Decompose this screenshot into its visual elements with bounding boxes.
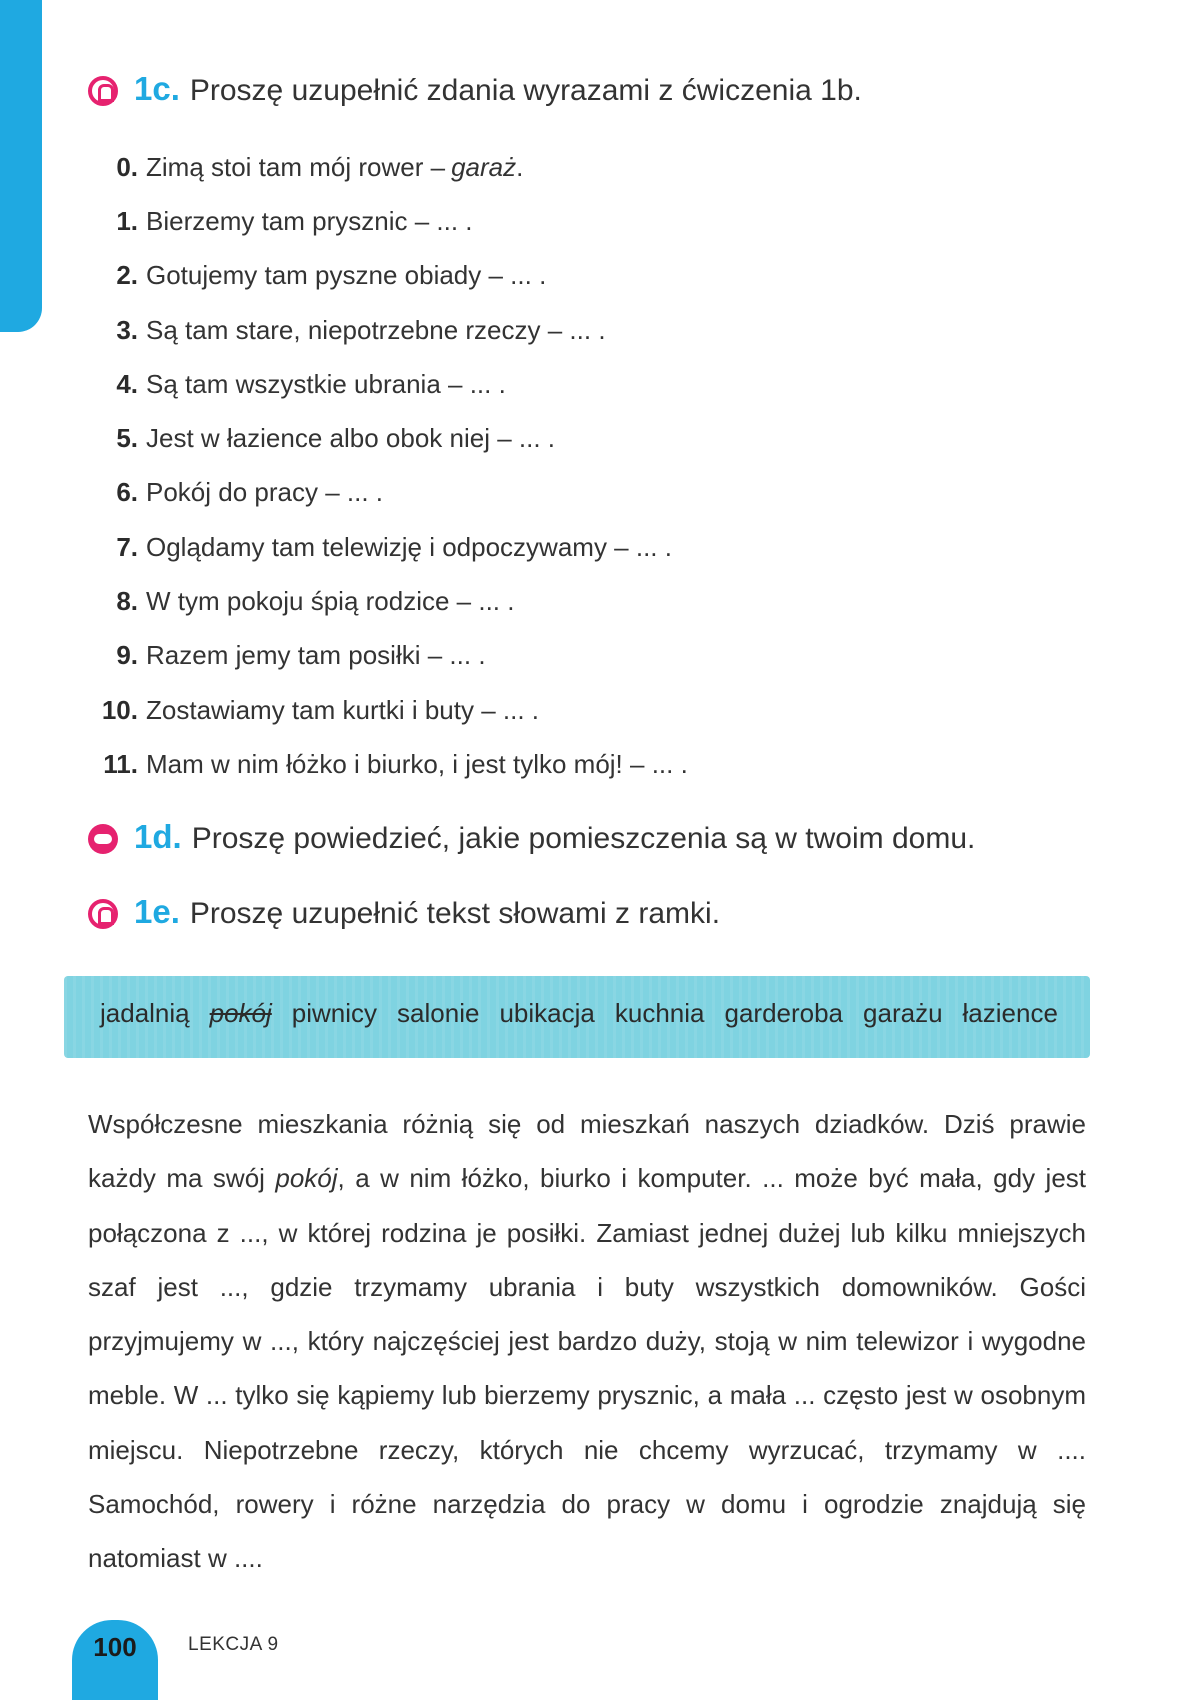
word-option: jadalnią <box>100 998 190 1028</box>
word-option: garderoba <box>724 998 844 1028</box>
sentence-item <box>90 520 990 574</box>
word-option: łazience <box>962 998 1058 1028</box>
sentence-number: 8. <box>116 586 138 617</box>
sentence-item <box>90 737 990 791</box>
sentence-item <box>90 629 990 683</box>
paragraph-text: , a w nim łóżko, biurko i komputer. ... może być mała, gdy jest połączona z ..., w której rodzina je posiłki. Zamiast jednej dużej lub kilku mniejszych szaf jest ..., gdzie trzymamy ubrania i buty wszystkich domowników. Gości przyjmujemy w ..., który najczęściej jest bardzo duży, stoją w nim telewizor i wygodne meble. W ... tylko się kąpiemy lub bierzemy prysznic, a mała ... często jest w osobnym miejscu. Niepotrzebne rzeczy, których nie chcemy wyrzucać, trzymamy w .... Samochód, rowery i różne narzędzia do pracy w domu i ogrodzie znajdują się natomiast w .... <box>88 1163 1086 1574</box>
sentence-item <box>90 249 990 303</box>
exercise-1c-heading <box>88 70 862 108</box>
sentence-number: 10. <box>101 694 138 725</box>
exercise-instruction: Proszę powiedzieć, jakie pomieszczenia są w twoim domu. <box>191 822 976 855</box>
sentence-text: Jest w łazience albo obok niej – ... . <box>146 423 556 454</box>
word-list <box>100 998 1090 1029</box>
sentence-text: Są tam wszystkie ubrania – ... . <box>146 368 506 399</box>
word-option: piwnicy <box>291 998 378 1028</box>
example-answer: garaż <box>451 151 517 182</box>
sentence-item <box>90 303 990 357</box>
sentence-number: 0. <box>116 151 138 182</box>
sentence-number: 3. <box>116 314 138 345</box>
sentence-text: Gotujemy tam pyszne obiady – ... . <box>146 260 547 291</box>
exercise-instruction: Proszę uzupełnić tekst słowami z ramki. <box>189 897 721 930</box>
sentence-number: 5. <box>116 423 138 454</box>
sentence-number: 4. <box>116 368 138 399</box>
sentence-item <box>90 466 990 520</box>
word-option: garażu <box>863 998 943 1028</box>
sentence-number: 1. <box>116 205 138 236</box>
word-option-used: pokój <box>209 998 272 1028</box>
sentence-text: W tym pokoju śpią rodzice – ... . <box>146 586 515 617</box>
sentence-text: Pokój do pracy – ... . <box>146 477 384 508</box>
word-option: ubikacja <box>499 998 595 1028</box>
word-option: salonie <box>397 998 480 1028</box>
speak-icon <box>88 824 118 854</box>
word-option: kuchnia <box>614 998 705 1028</box>
sentence-number: 11. <box>103 748 138 779</box>
sentence-end: . <box>516 151 524 182</box>
exercise-number: 1d. <box>134 818 182 855</box>
sentence-item <box>90 357 990 411</box>
exercise-number: 1e. <box>134 893 180 930</box>
sentence-number: 9. <box>116 640 138 671</box>
sentence-list <box>90 140 990 792</box>
pencil-icon <box>88 76 118 106</box>
page-number: 100 <box>93 1632 137 1662</box>
sentence-item <box>90 140 990 194</box>
sentence-number: 7. <box>116 531 138 562</box>
page-number-badge <box>72 1620 158 1700</box>
sentence-number: 2. <box>116 260 138 291</box>
sentence-text: Razem jemy tam posiłki – ... . <box>146 640 486 671</box>
side-tab-marker <box>0 0 42 332</box>
exercise-instruction: Proszę uzupełnić zdania wyrazami z ćwiczenia 1b. <box>189 74 862 107</box>
sentence-text: Oglądamy tam telewizję i odpoczywamy – ... . <box>146 531 672 562</box>
exercise-number: 1c. <box>134 70 180 107</box>
sentence-text: Mam w nim łóżko i biurko, i jest tylko mój! – ... . <box>146 748 688 779</box>
sentence-item <box>90 194 990 248</box>
sentence-text: Zostawiamy tam kurtki i buty – ... . <box>146 694 539 725</box>
sentence-item <box>90 683 990 737</box>
example-word: pokój <box>275 1163 338 1194</box>
sentence-text: Bierzemy tam prysznic – ... . <box>146 205 473 236</box>
sentence-text: Są tam stare, niepotrzebne rzeczy – ... . <box>146 314 606 345</box>
sentence-item <box>90 574 990 628</box>
sentence-number: 6. <box>116 477 138 508</box>
pencil-icon <box>88 899 118 929</box>
lesson-label: LEKCJA 9 <box>188 1634 279 1655</box>
exercise-1d-heading <box>88 818 975 856</box>
sentence-item <box>90 411 990 465</box>
exercise-1e-heading <box>88 893 720 931</box>
sentence-text: Zimą stoi tam mój rower – <box>146 151 446 182</box>
paragraph-text: Współczesne mieszkania różnią się od mieszkań naszych dziadków. Dziś prawie każdy ma swój <box>88 1109 1086 1194</box>
gap-fill-text <box>88 1097 1086 1586</box>
